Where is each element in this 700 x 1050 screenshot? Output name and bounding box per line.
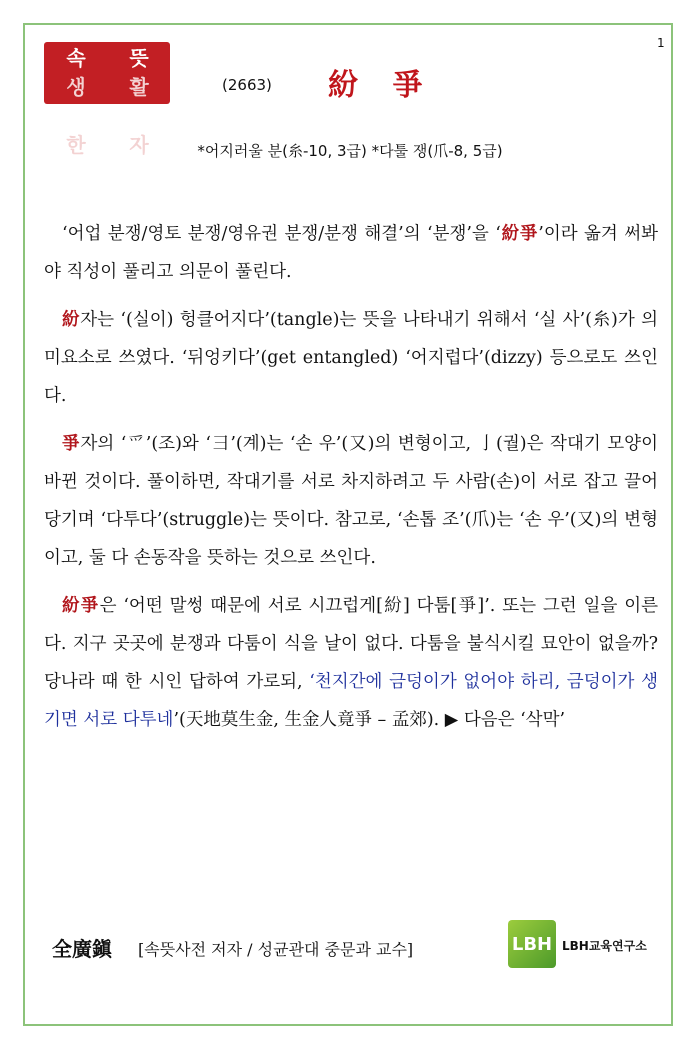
highlight-term: 紛 (62, 310, 81, 330)
author-name: 全廣鎭 (52, 937, 112, 961)
character-definitions: *어지러울 분(糸-10, 3급) *다툴 쟁(爪-8, 5급) (197, 142, 503, 160)
logo-char: 이 (129, 104, 148, 128)
logo-char: 풀 (66, 104, 85, 128)
text: ’(天地莫生金, 生金人竟爭 – 孟郊). ▶ 다음은 ‘삭막’ (173, 710, 566, 730)
page-number: 1 (657, 36, 665, 50)
logo-char: 한 (66, 133, 85, 157)
article-body (44, 215, 658, 749)
highlight-term: 紛爭 (62, 596, 100, 616)
paragraph (44, 425, 658, 577)
brand-logo (508, 920, 668, 970)
paragraph (44, 587, 658, 739)
brand-mark-icon: LBH (508, 920, 556, 968)
highlight-term: 紛爭 (500, 224, 539, 244)
highlight-term: 爭 (62, 434, 81, 454)
text: 은 ‘어떤 말썽 때문에 서로 시끄럽게[紛] 다툼[爭]’. 또는 그런 일을 이른다. 지구 곳곳에 분쟁과 다툼이 식을 날이 없다. 다툼을 불식시킬 묘안이 없을까? 당나라 때 한 시인 답하여 가로되, (44, 596, 659, 692)
paragraph (44, 215, 658, 291)
logo-char: 활 (129, 75, 148, 99)
text: 자의 ‘爫’(조)와 ‘⺕’(계)는 ‘손 우’(又)의 변형이고, 亅(궐)은 작대기 모양이 바뀐 것이다. 풀이하면, 작대기를 서로 차지하려고 두 사람(손)이 서로 잡고 끌어당기며 ‘다투다’(struggle)는 뜻이다. 참고로, ‘손톱 조’(爪)는 ‘손 우’(又)의 변형이고, 둘 다 손동작을 뜻하는 것으로 쓰인다. (44, 434, 658, 568)
author-role: [속뜻사전 저자 / 성균관대 중문과 교수] (138, 940, 414, 959)
logo-char: 속 (66, 46, 85, 70)
page-title: 紛 爭 (328, 68, 435, 103)
logo-char: 자 (129, 133, 148, 157)
text: 자는 ‘(실이) 헝클어지다’(tangle)는 뜻을 나타내기 위해서 ‘실 사’(糸)가 의미요소로 쓰였다. ‘뒤엉키다’(get entangled) ‘어지럽다’(dizzy) 등으로도 쓰인다. (44, 310, 658, 406)
text: ‘어업 분쟁/영토 분쟁/영유권 분쟁/분쟁 해결’의 ‘분쟁’을 ‘ (62, 224, 501, 244)
logo-char: 생 (66, 75, 85, 99)
brand-name: LBH교육연구소 (562, 939, 647, 953)
logo-char: 뜻 (129, 46, 148, 70)
paragraph (44, 301, 658, 415)
quote-text: ‘천지간에 금덩이가 없어야 하리, 금덩이가 생기면 서로 다투네 (44, 672, 658, 730)
text: ’이라 옮겨 써봐야 직성이 풀리고 의문이 풀린다. (44, 224, 659, 282)
serial-number: (2663) (222, 76, 272, 94)
column-logo (44, 42, 170, 157)
